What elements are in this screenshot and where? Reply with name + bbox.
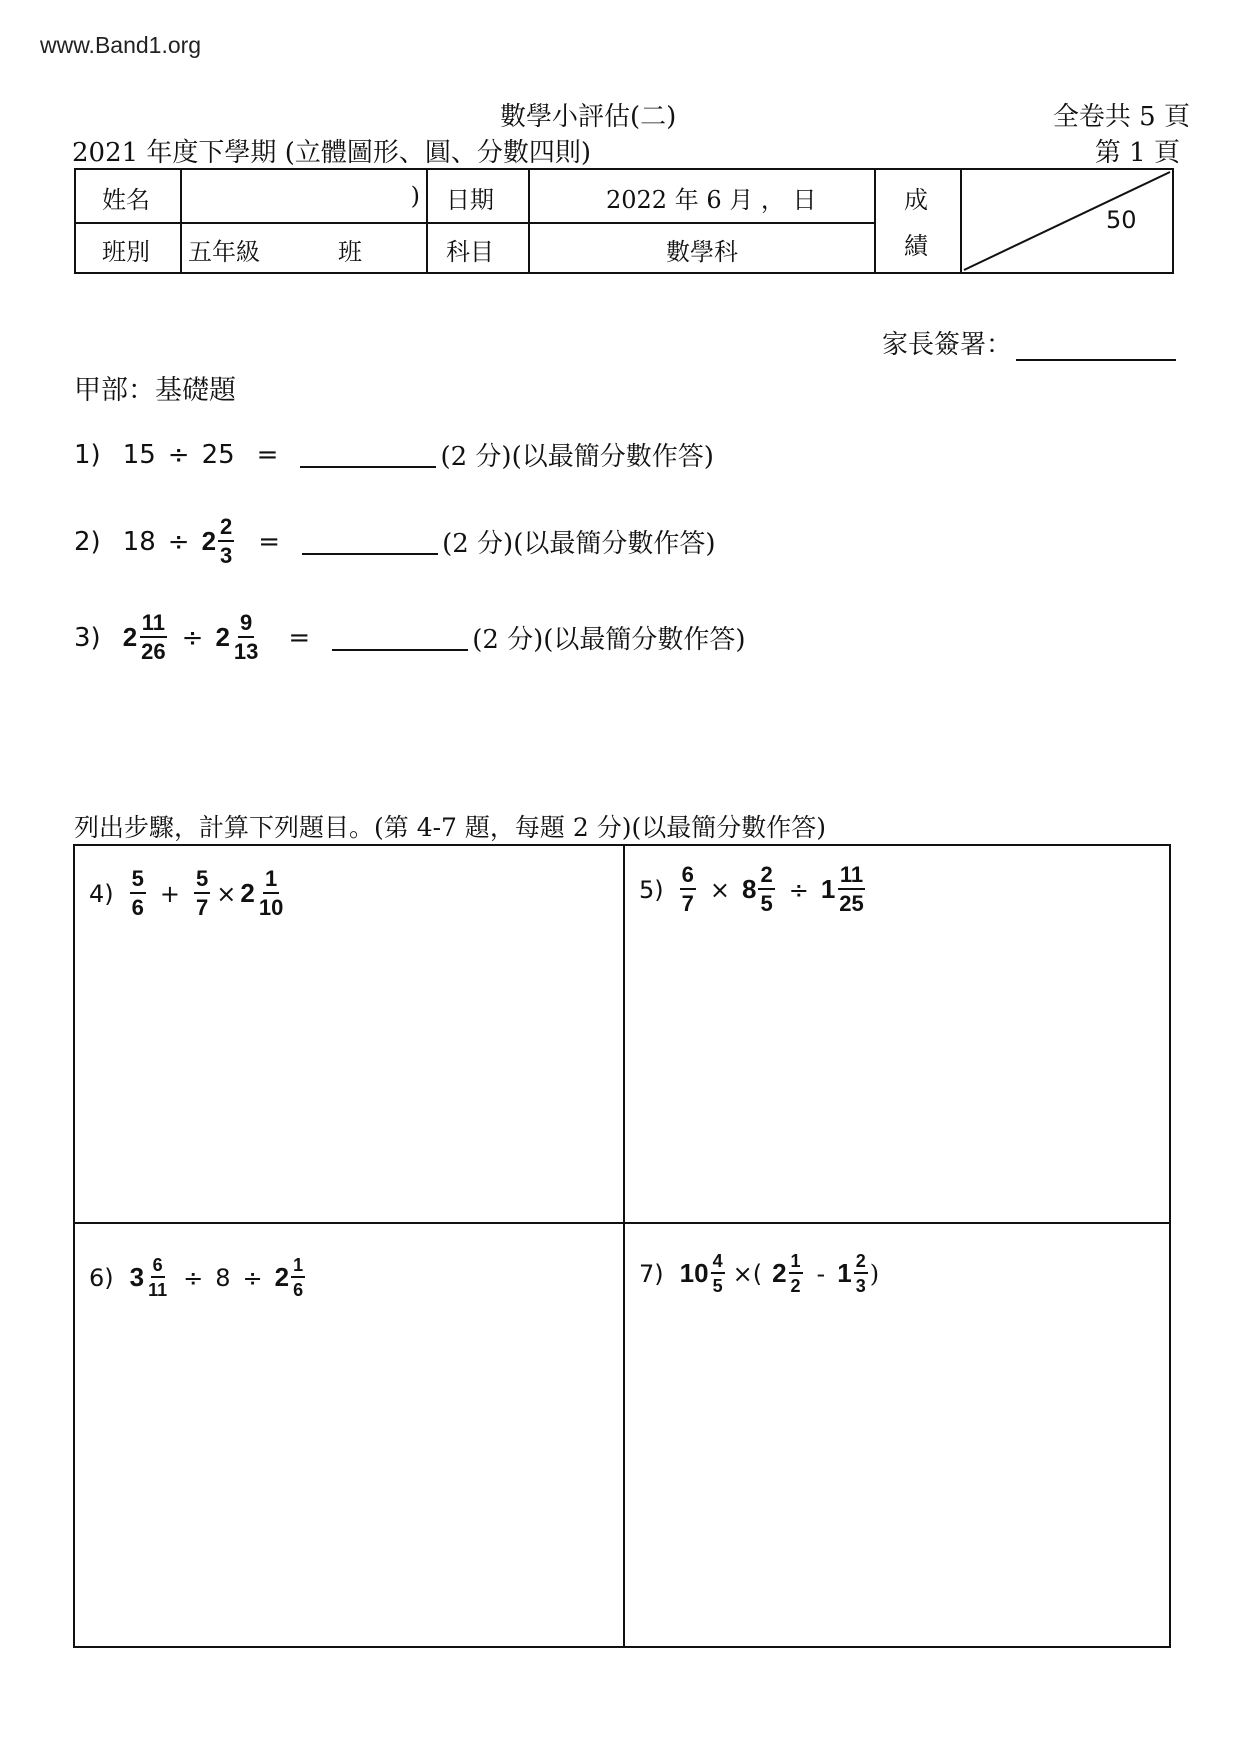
question-1	[74, 436, 714, 473]
q2-number: 2)	[74, 526, 101, 557]
q1-marks: (2 分)(以最簡分數作答)	[440, 442, 714, 472]
q4-fraction-2: $\frac{5}{7}$	[196, 866, 209, 920]
q4-operator-1: +	[159, 879, 180, 908]
q3-equals: =	[288, 622, 311, 653]
q3-operator: ÷	[181, 622, 204, 653]
q6-divisor: 8	[215, 1263, 231, 1292]
working-grid	[73, 844, 1171, 1648]
q2-operator: ÷	[167, 526, 190, 557]
q2-whole: 2	[201, 526, 217, 556]
class-suffix: 班	[338, 238, 362, 266]
q5-number: 5)	[639, 875, 664, 904]
q7-operator-2: -	[816, 1259, 826, 1288]
question-7	[639, 1252, 879, 1295]
q7-whole-3: 1	[837, 1258, 852, 1288]
question-6	[89, 1256, 307, 1299]
question-2	[74, 516, 715, 567]
class-value: 五年級	[188, 238, 260, 266]
q3-marks: (2 分)(以最簡分數作答)	[472, 625, 746, 655]
q6-number: 6)	[89, 1263, 114, 1292]
parent-signature	[882, 324, 1176, 361]
q4-whole-3: 2	[240, 878, 255, 908]
q2-dividend: 18	[122, 526, 156, 557]
term-topic: 2021 年度下學期 (立體圖形、圓、分數四則)	[72, 138, 591, 168]
q1-dividend: 15	[122, 439, 156, 470]
q5-fraction-2: $\frac{2}{5}$	[760, 862, 773, 916]
q7-fraction-1: $\frac{4}{5}$	[712, 1251, 723, 1296]
q5-fraction-1: $\frac{6}{7}$	[681, 862, 694, 916]
student-info-table	[74, 168, 1174, 274]
parent-signature-label: 家長簽署：	[881, 330, 1012, 360]
q5-fraction-3: $\frac{11}{25}$	[839, 862, 864, 916]
q6-operator-1: ÷	[183, 1263, 204, 1292]
site-url: www.Band1.org	[40, 32, 202, 58]
q4-number: 4)	[89, 879, 114, 908]
question-4	[89, 868, 287, 919]
section-instruction: 列出步驟，計算下列題目。(第 4-7 題，每題 2 分)(以最簡分數作答)	[74, 813, 826, 842]
q6-whole-1: 3	[129, 1262, 145, 1292]
q7-whole-1: 10	[679, 1258, 709, 1288]
q6-whole-3: 2	[274, 1262, 290, 1292]
q7-number: 7)	[639, 1259, 664, 1288]
q1-equals: =	[256, 439, 279, 470]
page-number: 第 1 頁	[1094, 138, 1180, 168]
q6-fraction-3: $\frac{1}{6}$	[293, 1255, 304, 1300]
parent-signature-line[interactable]	[1016, 333, 1176, 361]
q3-fraction-b: $\frac{9}{13}$	[233, 610, 259, 664]
score-diagonal	[962, 170, 1172, 272]
q7-fraction-2: $\frac{1}{2}$	[790, 1251, 801, 1296]
date-label: 日期	[446, 186, 494, 214]
q3-answer-blank[interactable]	[332, 625, 468, 651]
q7-fraction-3: $\frac{2}{3}$	[855, 1251, 866, 1296]
name-field[interactable]	[194, 178, 420, 215]
score-label-2: 績	[904, 232, 928, 260]
section-a-heading: 甲部：基礎題	[74, 375, 236, 406]
q6-operator-2: ÷	[242, 1263, 263, 1292]
name-label: 姓名	[102, 186, 150, 214]
subject-value: 數學科	[666, 238, 738, 266]
q3-whole-a: 2	[122, 622, 138, 652]
q6-fraction-1: $\frac{6}{11}$	[148, 1255, 168, 1300]
q7-whole-2: 2	[772, 1258, 787, 1288]
q1-divisor: 25	[201, 439, 235, 470]
q7-close-paren: )	[869, 1259, 880, 1288]
q1-answer-blank[interactable]	[300, 442, 436, 468]
q1-operator: ÷	[167, 439, 190, 470]
name-close-paren: )	[410, 182, 420, 210]
worksheet-title: 數學小評估(二)	[500, 102, 677, 132]
subject-label: 科目	[446, 238, 494, 266]
score-total: 50	[1106, 206, 1137, 234]
q1-number: 1)	[74, 439, 101, 470]
q4-operator-2: ×	[216, 879, 237, 908]
score-label-1: 成	[904, 186, 928, 214]
q2-marks: (2 分)(以最簡分數作答)	[442, 529, 716, 559]
q3-fraction-a: $\frac{11}{26}$	[141, 610, 166, 664]
q5-operator-2: ÷	[788, 875, 809, 904]
q4-fraction-1: $\frac{5}{6}$	[131, 866, 144, 920]
q2-answer-blank[interactable]	[302, 529, 438, 555]
class-label: 班別	[102, 238, 150, 266]
q5-whole-2: 8	[742, 874, 757, 904]
question-3	[74, 612, 746, 663]
total-pages: 全卷共 5 頁	[1052, 102, 1190, 132]
q7-operator-1: ×(	[732, 1259, 763, 1288]
q4-fraction-3: $\frac{1}{10}$	[258, 866, 284, 920]
q5-operator-1: ×	[709, 875, 730, 904]
q5-whole-3: 1	[820, 874, 836, 904]
q3-whole-b: 2	[215, 622, 230, 652]
q3-number: 3)	[74, 622, 101, 653]
q2-fraction: $\frac{2}{3}$	[220, 514, 233, 568]
date-value: 2022 年 6 月 ， 日	[606, 186, 817, 214]
q2-equals: =	[258, 526, 281, 557]
question-5	[639, 864, 868, 915]
